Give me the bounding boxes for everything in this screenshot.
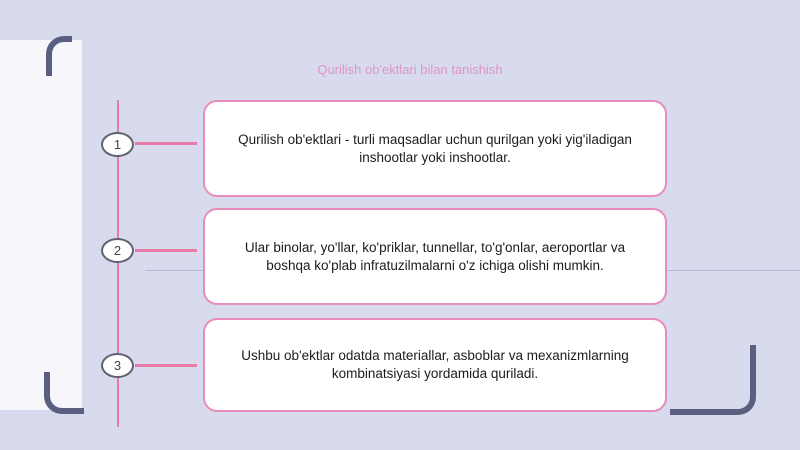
connector-2: [135, 249, 197, 252]
step-card-3: Ushbu ob'ektlar odatda materiallar, asboblar va mexanizmlarning kombinatsiyasi yordamida quriladi.: [203, 318, 667, 412]
left-panel: [0, 40, 82, 410]
corner-bracket-bottom-right: [670, 345, 756, 415]
connector-3: [135, 364, 197, 367]
step-card-2: Ular binolar, yo'llar, ko'priklar, tunnellar, to'g'onlar, aeroportlar va boshqa ko'plab infratuzilmalarni o'z ichiga olishi mumkin.: [203, 208, 667, 305]
slide-title: Qurilish ob'ektlari bilan tanishish: [317, 62, 503, 77]
step-number-badge: 3: [101, 353, 134, 378]
step-number-badge: 1: [101, 132, 134, 157]
step-number-badge: 2: [101, 238, 134, 263]
connector-1: [135, 142, 197, 145]
corner-bracket-bottom-left: [44, 372, 84, 414]
step-card-1: Qurilish ob'ektlari - turli maqsadlar uchun qurilgan yoki yig'iladigan inshootlar yoki inshootlar.: [203, 100, 667, 197]
